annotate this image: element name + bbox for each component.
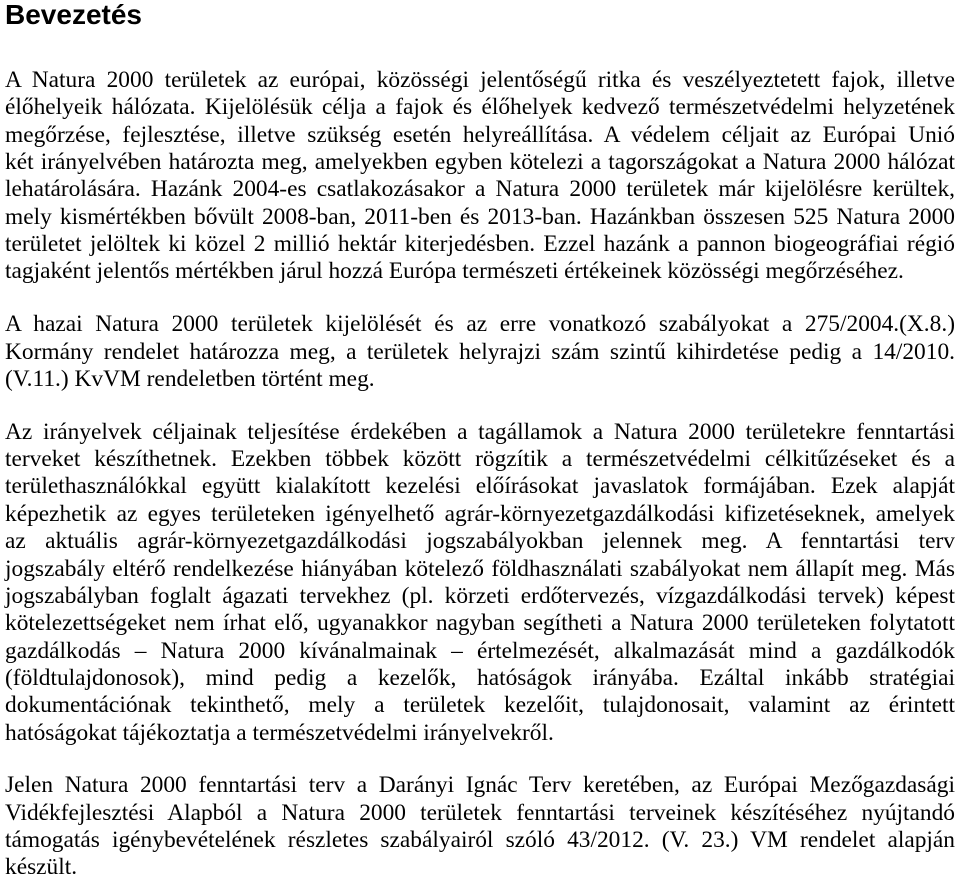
paragraph-line: Jelen Natura 2000 fenntartási terv a Darányi Ignác Terv keretében, az Európai Mezőgazdasági xyxy=(5,772,955,799)
paragraph-line: mely kismértékben bővült 2008-ban, 2011-ben és 2013-ban. Hazánkban összesen 525 Natura 2000 xyxy=(5,203,955,230)
paragraph-line: élőhelyeik hálózata. Kijelölésük célja a fajok és élőhelyek kedvező természetvédelmi helyzetének xyxy=(5,94,955,121)
paragraph-line: jogszabály eltérő rendelkezése hiányában kötelező földhasználati szabályokat nem állapít meg. Más xyxy=(5,555,955,582)
paragraph-line: A Natura 2000 területek az európai, közösségi jelentőségű ritka és veszélyeztetett fajok, illetve xyxy=(5,67,955,93)
paragraph-line: képezhetik az egyes területeken igényelhető agrár-környezetgazdálkodási kifizetéseknek, amelyek xyxy=(5,500,955,527)
paragraph-line: terveket készíthetnek. Ezekben többek között rögzítik a természetvédelmi célkitűzéseket és a xyxy=(5,446,955,473)
paragraph-line: jogszabályban foglalt ágazati tervekhez (pl. körzeti erdőtervezés, vízgazdálkodási tervek) képest xyxy=(5,582,955,609)
paragraph-line: lehatárolására. Hazánk 2004-es csatlakozásakor a Natura 2000 területek már kijelölésre kerültek, xyxy=(5,176,955,203)
paragraph-line: dokumentációnak tekinthető, mely a területek kezelőit, tulajdonosait, valamint az érintett xyxy=(5,692,955,719)
paragraph-line: Az irányelvek céljainak teljesítése érdekében a tagállamok a Natura 2000 területekre fenntartási xyxy=(5,418,955,445)
paragraph-legal-designation xyxy=(5,311,955,393)
document-body xyxy=(5,67,955,882)
paragraph-line: Kormány rendelet határozza meg, a területek helyrajzi szám szintű kihirdetése pedig a 14/2010. xyxy=(5,338,955,365)
paragraph-management-plans xyxy=(5,419,955,747)
paragraph-line: kötelezettségeket nem írhat elő, ugyanakkor nagyban segítheti a Natura 2000 területeken folytatott xyxy=(5,610,955,637)
paragraph-line: (földtulajdonosok), mind pedig a kezelők, hatóságok irányába. Ezáltal inkább stratégiai xyxy=(5,664,955,691)
section-heading: Bevezetés xyxy=(5,0,142,30)
paragraph-line: gazdálkodás – Natura 2000 kívánalmainak – értelmezését, alkalmazását mind a gazdálkodók xyxy=(5,637,955,664)
paragraph-line: két irányelvében határozta meg, amelyekben egyben kötelezi a tagországokat a Natura 2000 hálózat xyxy=(5,149,955,176)
paragraph-line: (V.11.) KvVM rendeletben történt meg. xyxy=(5,365,375,392)
paragraph-line: tagjaként jelentős mértékben járul hozzá Európa természeti értékeinek közösségi megőrzéséhez. xyxy=(5,258,904,285)
paragraph-line: támogatás igénybevételének részletes szabályairól szóló 43/2012. (V. 23.) VM rendelet alapján xyxy=(5,827,955,854)
paragraph-line: hatóságokat tájékoztatja a természetvédelmi irányelvekről. xyxy=(5,719,554,746)
paragraph-line: az aktuális agrár-környezetgazdálkodási jogszabályokban jelennek meg. A fenntartási terv xyxy=(5,528,955,555)
paragraph-line: megőrzése, fejlesztése, illetve szükség esetén helyreállítása. A védelem céljait az Európai Unió xyxy=(5,121,955,148)
paragraph-line: területet jelöltek ki közel 2 millió hektár kiterjedésben. Ezzel hazánk a pannon biogeográfiai régió xyxy=(5,231,955,258)
paragraph-line: készült. xyxy=(5,854,78,881)
paragraph-line: A hazai Natura 2000 területek kijelölését és az erre vonatkozó szabályokat a 275/2004.(X.8.) xyxy=(5,311,955,338)
paragraph-line: területhasználókkal együtt kialakított kezelési előírásokat javaslatok formájában. Ezek alapját xyxy=(5,473,955,500)
paragraph-natura-2000-overview xyxy=(5,67,955,286)
paragraph-line: Vidékfejlesztési Alapból a Natura 2000 területek fenntartási terveinek készítéséhez nyújtandó xyxy=(5,799,955,826)
paragraph-funding xyxy=(5,772,955,881)
